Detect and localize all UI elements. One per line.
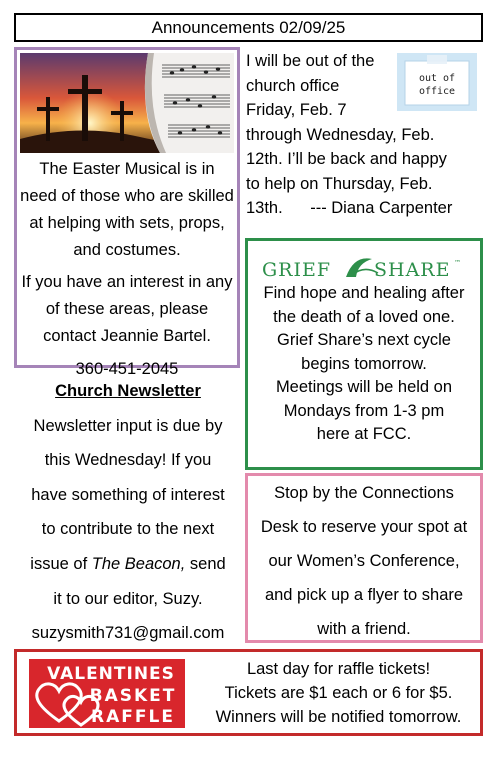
grief-line-3: Grief Share’s next cycle xyxy=(277,331,451,349)
grief-line-1: Find hope and healing after xyxy=(263,284,465,302)
logo-line-2: BASKET xyxy=(89,686,177,706)
newsletter-title: Church Newsletter xyxy=(55,382,201,400)
sticky-note-icon xyxy=(397,53,477,111)
office-line-3: Friday, Feb. 7 xyxy=(246,101,347,119)
newsletter-line-6: it to our editor, Suzy. xyxy=(53,589,203,608)
office-line-2: church office xyxy=(246,76,340,95)
logo-trademark: ™ xyxy=(454,259,461,267)
connections-line-2: Desk to reserve your spot at xyxy=(260,518,468,536)
easter-phone: 360-451-2045 xyxy=(75,360,179,378)
church-newsletter xyxy=(16,374,240,651)
sticker-text-bottom: office xyxy=(418,86,456,97)
grief-line-4: begins tomorrow. xyxy=(301,354,427,373)
sticker-text-top: out of xyxy=(418,73,456,84)
valentines-raffle-logo xyxy=(29,659,185,728)
raffle-text xyxy=(199,657,478,729)
logo-word-right: SHARE xyxy=(374,259,451,281)
easter-paragraph-2: If you have an interest in any of these areas, please contact Jeannie Bartel. xyxy=(21,273,233,345)
logo-line-1: VALENTINES xyxy=(47,664,175,684)
valentines-raffle-box xyxy=(14,649,483,736)
easter-musical-box xyxy=(14,47,240,378)
announcements-header xyxy=(14,13,483,42)
newsletter-line-1: Newsletter input is due by xyxy=(33,416,223,435)
easter-crosses-image xyxy=(20,53,234,153)
raffle-line-2: Tickets are $1 each or 6 for $5. xyxy=(224,684,453,702)
office-line-7: 13th. --- Diana Carpenter xyxy=(246,199,453,217)
raffle-line-1: Last day for raffle tickets! xyxy=(246,660,431,678)
grief-line-5: Meetings will be held on xyxy=(275,378,453,396)
connections-line-4: and pick up a flyer to share xyxy=(264,586,464,604)
newsletter-email[interactable]: suzysmith731@gmail.com xyxy=(31,624,225,643)
crosses-sunset-illustration xyxy=(20,53,234,153)
office-line-6: to help on Thursday, Feb. xyxy=(246,174,433,193)
newsletter-line-5-post: send xyxy=(185,554,226,573)
griefshare-box xyxy=(245,238,483,470)
raffle-line-3: Winners will be notified tomorrow. xyxy=(215,708,462,726)
header-title: Announcements 02/09/25 xyxy=(151,18,346,37)
office-line-4: through Wednesday, Feb. xyxy=(246,125,435,144)
grief-line-7: here at FCC. xyxy=(316,425,412,443)
grief-line-6: Mondays from 1-3 pm xyxy=(283,401,445,420)
newsletter-line-5-pre: issue of xyxy=(30,554,92,573)
griefshare-text xyxy=(250,282,478,447)
office-line-5: 12th. I’ll be back and happy xyxy=(246,150,447,168)
connections-line-5: with a friend. xyxy=(317,620,411,638)
newsletter-name: The Beacon, xyxy=(91,554,186,573)
griefshare-logo xyxy=(254,251,474,285)
logo-line-3: RAFFLE xyxy=(91,707,175,727)
newsletter-line-3: have something of interest xyxy=(31,485,225,504)
connections-line-1: Stop by the Connections xyxy=(274,484,454,502)
connections-line-3: our Women’s Conference, xyxy=(268,552,460,570)
leaf-icon xyxy=(346,258,372,277)
newsletter-line-5 xyxy=(16,547,240,582)
grief-line-2: the death of a loved one. xyxy=(273,307,455,326)
newsletter-line-4: to contribute to the next xyxy=(41,520,215,539)
logo-word-left: GRIEF xyxy=(262,259,332,281)
out-of-office-sticker xyxy=(397,53,477,111)
office-line-1: I will be out of the xyxy=(246,52,375,70)
connections-box xyxy=(245,473,483,643)
newsletter-line-2: this Wednesday! If you xyxy=(44,451,212,470)
easter-paragraph-1: The Easter Musical is in need of those who are skilled at helping with sets, props, and costumes. xyxy=(20,160,234,259)
